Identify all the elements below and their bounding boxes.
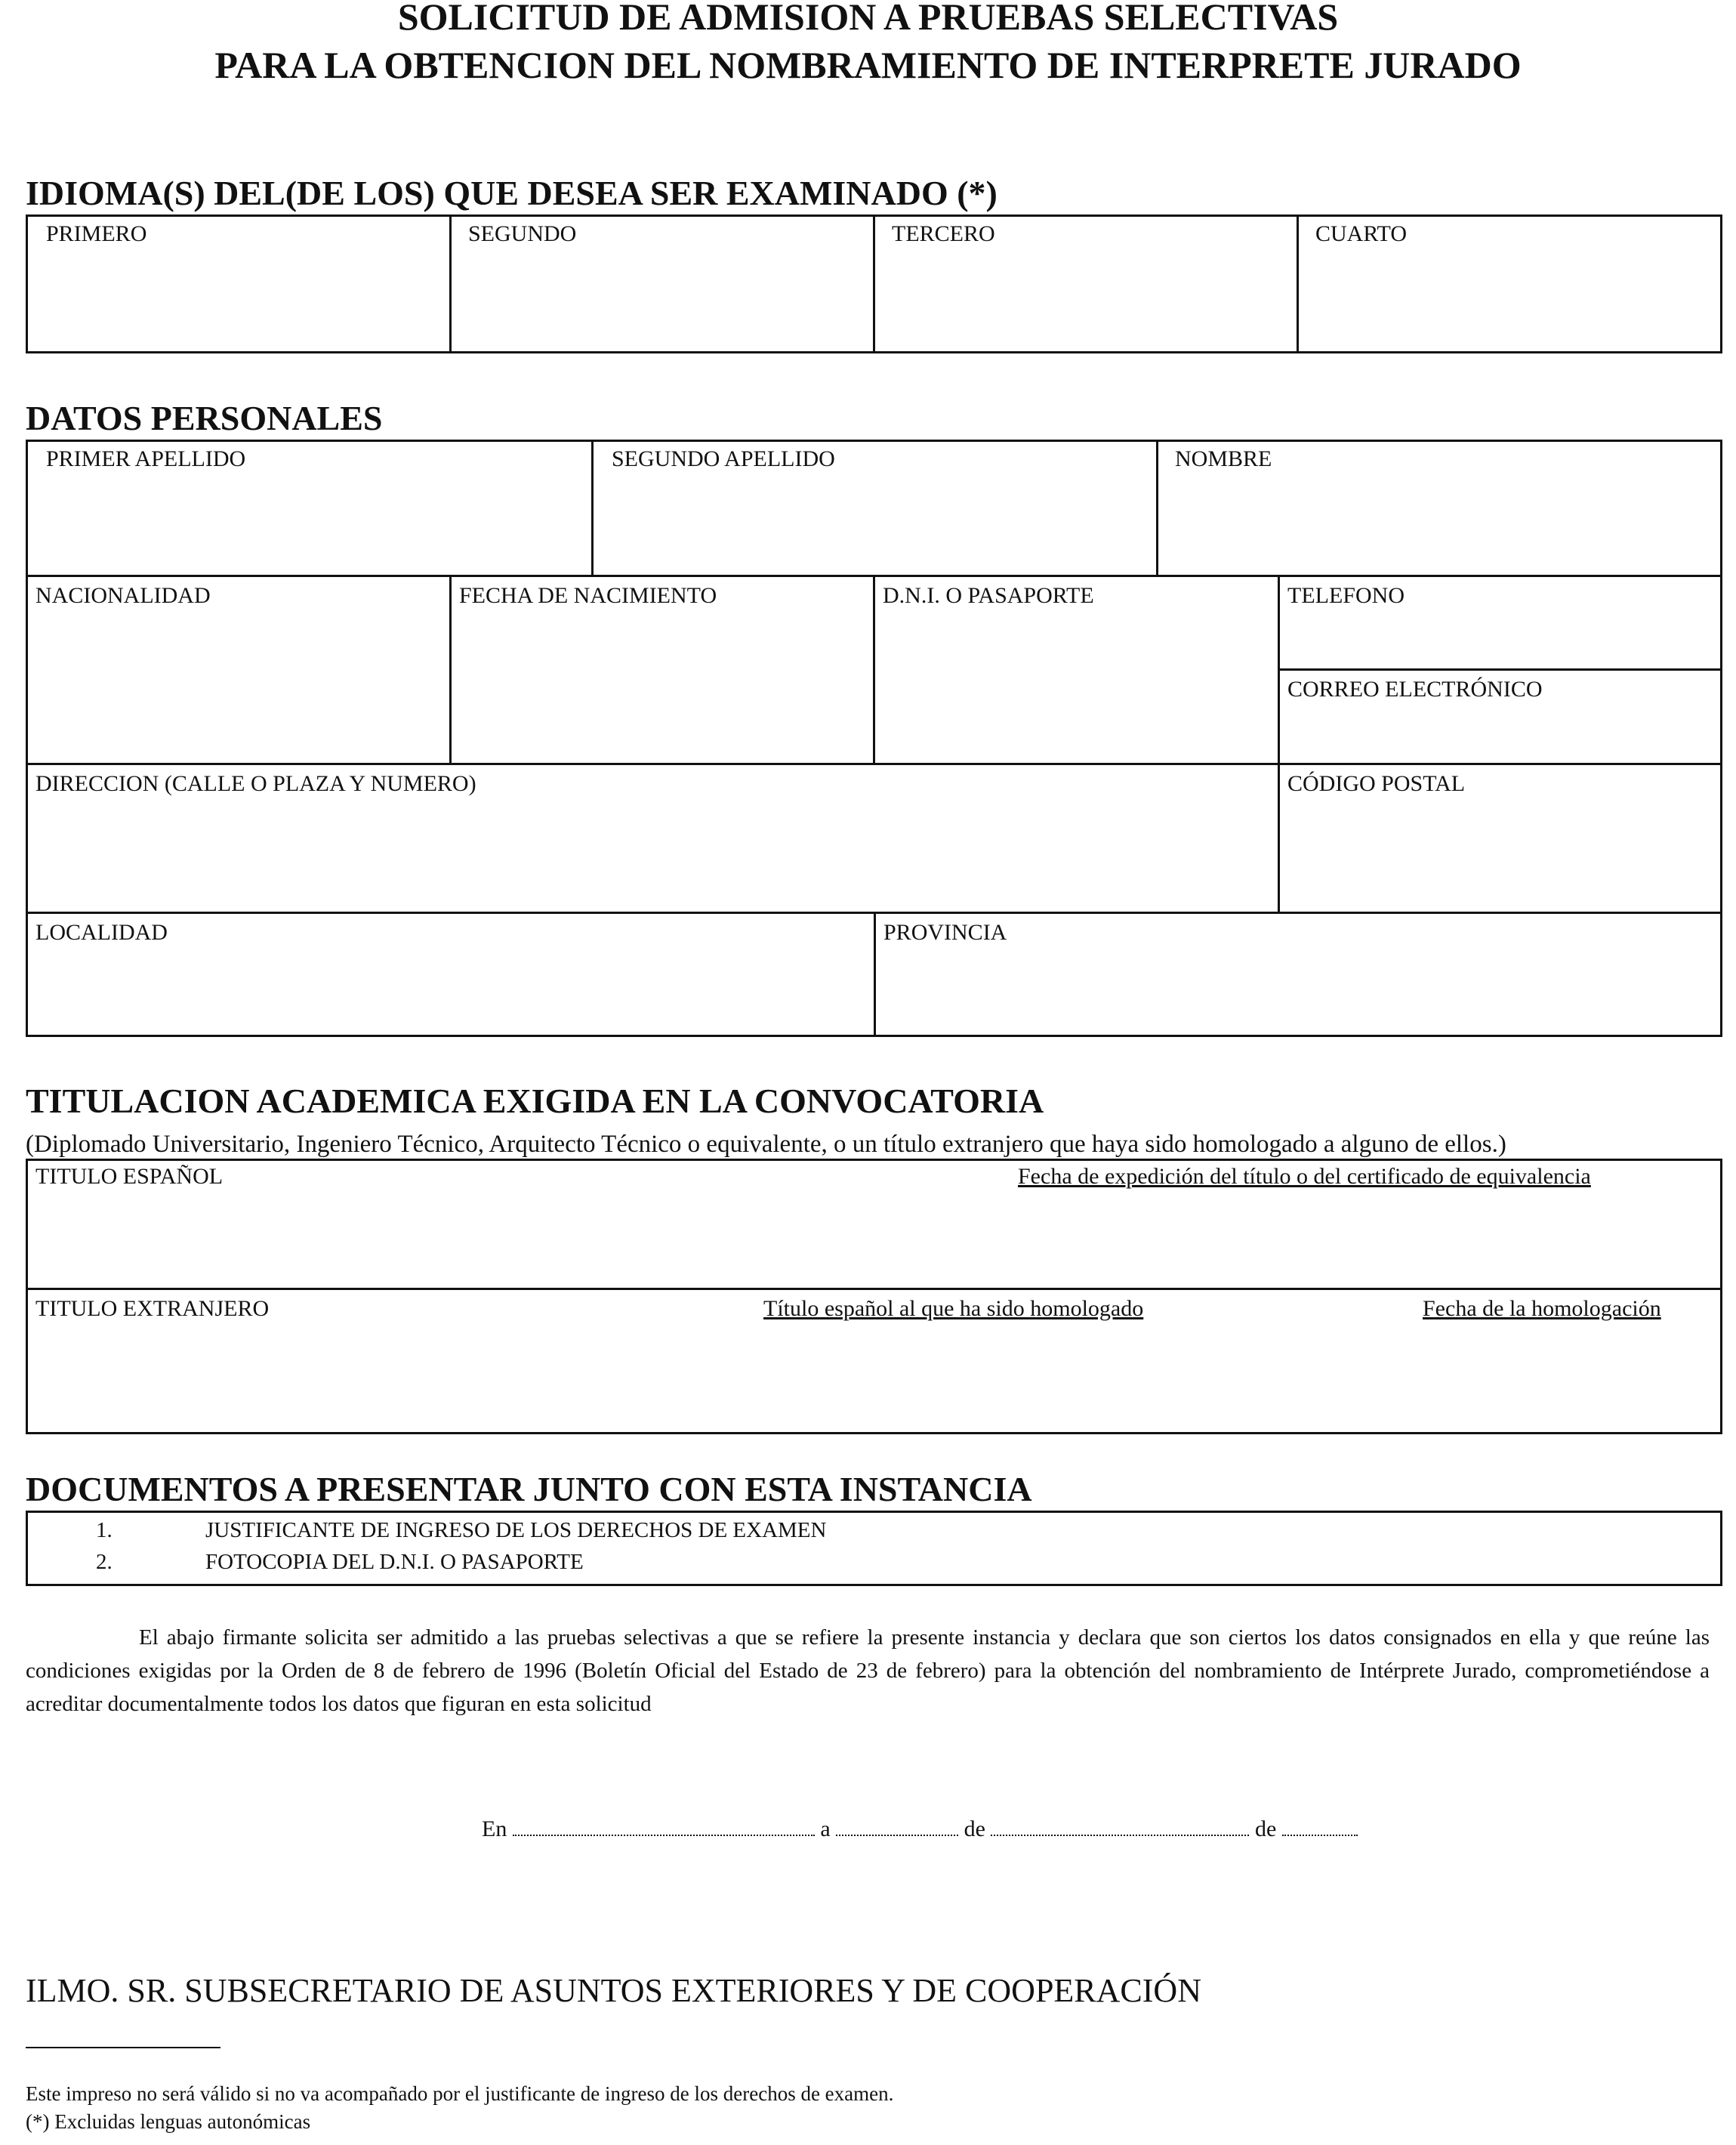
correo-electronico-field[interactable] [1278, 668, 1722, 765]
anio-blank[interactable] [1282, 1816, 1358, 1836]
aviso-footnote: Este impreso no será válido si no va acompañado por el justificante de ingreso de los derechos de examen. [26, 2082, 894, 2105]
de-label-2: de [1254, 1816, 1277, 1841]
segundo-apellido-field[interactable] [591, 440, 1158, 577]
primer-apellido-field[interactable] [26, 440, 594, 577]
idioma-primero-label: PRIMERO [46, 221, 147, 246]
direccion-label: DIRECCION (CALLE O PLAZA Y NUMERO) [35, 771, 476, 796]
asterisco-footnote: (*) Excluidas lenguas autonómicas [26, 2110, 311, 2133]
destinatario-text: ILMO. SR. SUBSECRETARIO DE ASUNTOS EXTERIORES Y DE COOPERACIÓN [26, 1972, 1201, 2009]
form-title-line-2: PARA LA OBTENCION DEL NOMBRAMIENTO DE INTERPRETE JURADO [214, 44, 1522, 86]
idioma-primero-field[interactable] [26, 214, 452, 353]
fecha-homologacion-label: Fecha de la homologación [1423, 1296, 1661, 1321]
idioma-tercero-label: TERCERO [892, 221, 995, 246]
provincia-field[interactable] [874, 912, 1722, 1037]
titulacion-note: (Diplomado Universitario, Ingeniero Técnico, Arquitecto Técnico o equivalente, o un título extranjero que haya sido homologado a alguno de ellos.) [26, 1131, 1506, 1158]
nombre-label: NOMBRE [1175, 446, 1272, 471]
localidad-label: LOCALIDAD [35, 920, 168, 945]
nacionalidad-label: NACIONALIDAD [35, 583, 211, 608]
dni-pasaporte-field[interactable] [873, 575, 1280, 765]
titulo-extranjero-field[interactable] [26, 1288, 1722, 1434]
idioma-segundo-label: SEGUNDO [468, 221, 577, 246]
documentos-heading: DOCUMENTOS A PRESENTAR JUNTO CON ESTA INSTANCIA [26, 1470, 1032, 1508]
documento-item-num: 1. [96, 1518, 113, 1542]
lugar-blank[interactable] [513, 1816, 815, 1836]
footnote-divider [26, 2047, 220, 2048]
de-label-1: de [964, 1816, 985, 1841]
provincia-label: PROVINCIA [883, 920, 1007, 945]
telefono-field[interactable] [1278, 575, 1722, 671]
idiomas-heading: IDIOMA(S) DEL(DE LOS) QUE DESEA SER EXAMINADO (*) [26, 174, 998, 212]
codigo-postal-field[interactable] [1278, 763, 1722, 914]
form-title-line-1: SOLICITUD DE ADMISION A PRUEBAS SELECTIVAS [397, 0, 1339, 38]
documento-item-text: FOTOCOPIA DEL D.N.I. O PASAPORTE [205, 1550, 584, 1574]
titulo-espanol-field[interactable] [26, 1159, 1722, 1290]
idioma-cuarto-label: CUARTO [1315, 221, 1407, 246]
lugar-fecha-line[interactable] [482, 1814, 1358, 1844]
documento-item-text: JUSTIFICANTE DE INGRESO DE LOS DERECHOS DE EXAMEN [205, 1518, 827, 1542]
titulo-homologado-label: Título español al que ha sido homologado [763, 1296, 1144, 1321]
segundo-apellido-label: SEGUNDO APELLIDO [612, 446, 835, 471]
direccion-field[interactable] [26, 763, 1280, 914]
fecha-nacimiento-label: FECHA DE NACIMIENTO [459, 583, 717, 608]
titulo-extranjero-label: TITULO EXTRANJERO [35, 1296, 270, 1321]
codigo-postal-label: CÓDIGO POSTAL [1287, 771, 1466, 796]
fecha-expedicion-label: Fecha de expedición del título o del certificado de equivalencia [1018, 1164, 1591, 1189]
en-label: En [482, 1816, 507, 1841]
declaracion-text: El abajo firmante solicita ser admitido a las pruebas selectivas a que se refiere la presente instancia y declara que son ciertos los datos consignados en ella y que reúne las condiciones exigidas por la Orden de 8 de febrero de 1996 (Boletín Oficial del Estado de 23 de febrero) para la obtención del nombramiento de Intérprete Jurado, comprometiéndose a acreditar documentalmente todos los datos que figuran en esta solicitud [26, 1625, 1710, 1716]
documentos-box [26, 1511, 1722, 1586]
datos-personales-heading: DATOS PERSONALES [26, 399, 383, 437]
dia-blank[interactable] [836, 1816, 958, 1836]
a-label: a [820, 1816, 831, 1841]
nombre-field[interactable] [1156, 440, 1722, 577]
dni-pasaporte-label: D.N.I. O PASAPORTE [883, 583, 1094, 608]
primer-apellido-label: PRIMER APELLIDO [46, 446, 246, 471]
fecha-nacimiento-field[interactable] [449, 575, 875, 765]
idioma-segundo-field[interactable] [449, 214, 875, 353]
documento-item-num: 2. [96, 1550, 113, 1574]
correo-electronico-label: CORREO ELECTRÓNICO [1287, 677, 1543, 702]
titulacion-heading: TITULACION ACADEMICA EXIGIDA EN LA CONVOCATORIA [26, 1082, 1044, 1120]
titulo-espanol-label: TITULO ESPAÑOL [35, 1164, 224, 1189]
mes-blank[interactable] [991, 1816, 1249, 1836]
idioma-cuarto-field[interactable] [1297, 214, 1722, 353]
localidad-field[interactable] [26, 912, 876, 1037]
nacionalidad-field[interactable] [26, 575, 452, 765]
idioma-tercero-field[interactable] [873, 214, 1299, 353]
telefono-label: TELEFONO [1287, 583, 1405, 608]
